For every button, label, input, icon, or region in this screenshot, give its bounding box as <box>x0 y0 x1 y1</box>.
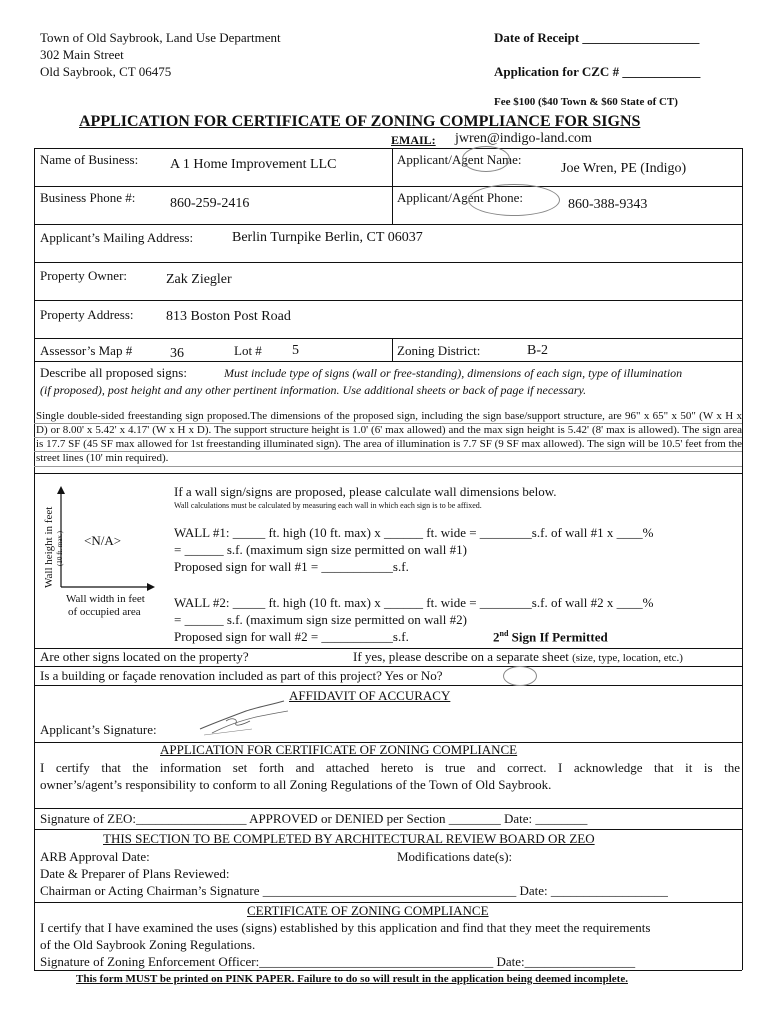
describe-instructions-1: Must include type of signs (wall or free-standing), dimensions of each sign, type of illumination <box>224 366 683 380</box>
arb-title: THIS SECTION TO BE COMPLETED BY ARCHITECTURAL REVIEW BOARD OR ZEO <box>103 831 595 846</box>
email-label: EMAIL: <box>391 133 436 147</box>
no-circle-mark <box>503 666 537 686</box>
certificate-text-1: I certify that I have examined the uses (signs) established by this application and find that they meet the requirements <box>40 920 651 935</box>
chairman-signature-line[interactable]: Chairman or Acting Chairman’s Signature _______________________________________ Date: __________________ <box>40 883 668 898</box>
date-of-receipt: Date of Receipt __________________ <box>494 30 700 45</box>
owner-label: Property Owner: <box>40 268 128 283</box>
applicant-signature-label: Applicant’s Signature: <box>40 722 157 737</box>
sign-description-text[interactable]: Single double-sided freestanding sign proposed.The dimensions of the proposed sign, including the sign base/support structure, are 96" x 65" x 50" (W x H x D) or 8.00' x 5.42' x 4.17' (W x H x D). The support structure height is 1.0' (6' max allowed) and the max sign height is 5.42' (8' max is allowed). The sign area is 17.7 SF (45 SF max allowed for 1st freestanding illuminated sign). The area of illumination is 7.7 SF (9 SF max allowed). The sign will be 10.5' feet from the street lines (10' min required). <box>36 410 742 464</box>
wall-2-line-2: = ______ s.f. (maximum sign size permitted on wall #2) <box>174 612 467 627</box>
lot-label: Lot # <box>234 343 262 358</box>
x-axis-label-1: Wall width in feet <box>66 593 145 605</box>
if-yes-instruction: If yes, please describe on a separate sheet (size, type, location, etc.) <box>353 649 683 664</box>
property-label: Property Address: <box>40 307 134 322</box>
other-signs-question: Are other signs located on the property? <box>40 649 249 664</box>
email-value: jwren@indigo-land.com <box>455 131 592 146</box>
mailing-value[interactable]: Berlin Turnpike Berlin, CT 06037 <box>232 230 423 245</box>
wall-2-line-3: Proposed sign for wall #2 = ___________s.f. <box>174 629 409 644</box>
applicant-signature[interactable] <box>196 695 296 739</box>
czc-certify-line-2: owner’s/agent’s responsibility to conform to all Zoning Regulations of the Town of Old Saybrook. <box>40 777 552 792</box>
agent-name-value[interactable]: Joe Wren, PE (Indigo) <box>561 161 687 176</box>
wall-1-line-3: Proposed sign for wall #1 = ___________s.f. <box>174 559 409 574</box>
modifications-date[interactable]: Modifications date(s): <box>397 849 513 864</box>
agent-phone-circle-mark <box>468 184 560 216</box>
y-axis-sublabel: (10 ft. max.) <box>56 531 64 566</box>
business-phone-label: Business Phone #: <box>40 190 136 205</box>
preparer-line[interactable]: Date & Preparer of Plans Reviewed: <box>40 866 230 881</box>
affidavit-title: AFFIDAVIT OF ACCURACY <box>289 688 451 703</box>
agent-name-label: Applicant/Agent Name: <box>397 152 522 167</box>
czc-certify-line-1: I certify that the information set forth and attached hereto is true and correct. I acknowledge that it is the <box>40 760 740 775</box>
owner-value[interactable]: Zak Ziegler <box>166 272 232 287</box>
map-label: Assessor’s Map # <box>40 343 133 358</box>
agent-phone-label: Applicant/Agent Phone: <box>397 190 524 205</box>
mailing-label: Applicant’s Mailing Address: <box>40 230 194 245</box>
agent-circle-mark <box>462 146 510 172</box>
dept-line-1: Town of Old Saybrook, Land Use Department <box>40 30 281 45</box>
fee-line: Fee $100 ($40 Town & $60 State of CT) <box>494 96 678 108</box>
wall-2-line-1: WALL #2: _____ ft. high (10 ft. max) x ______ ft. wide = ________s.f. of wall #2 x ____% <box>174 595 654 610</box>
pink-paper-notice: This form MUST be printed on PINK PAPER. Failure to do so will result in the application being deemed incomplete. <box>76 973 628 985</box>
wall-1-line-2: = ______ s.f. (maximum sign size permitted on wall #1) <box>174 542 467 557</box>
describe-lead: Describe all proposed signs: <box>40 365 187 380</box>
wall-heading: If a wall sign/signs are proposed, please calculate wall dimensions below. <box>174 484 557 499</box>
business-name-label: Name of Business: <box>40 152 139 167</box>
arb-approval-date[interactable]: ARB Approval Date: <box>40 849 150 864</box>
certificate-title: CERTIFICATE OF ZONING COMPLIANCE <box>247 903 489 918</box>
certificate-text-2: of the Old Saybrook Zoning Regulations. <box>40 937 256 952</box>
y-axis-label: Wall height in feet <box>43 506 55 588</box>
zoning-value[interactable]: B-2 <box>527 343 548 358</box>
dept-line-3: Old Saybrook, CT 06475 <box>40 64 172 79</box>
business-phone-value[interactable]: 860-259-2416 <box>170 196 250 211</box>
property-value[interactable]: 813 Boston Post Road <box>166 309 291 324</box>
agent-phone-value[interactable]: 860-388-9343 <box>568 197 648 212</box>
page-title: APPLICATION FOR CERTIFICATE OF ZONING COMPLIANCE FOR SIGNS <box>79 113 641 130</box>
zeo-approval-line[interactable]: Signature of ZEO:_________________ APPROVED or DENIED per Section ________ Date: ________ <box>40 811 588 826</box>
describe-instructions-2: (if proposed), post height and any other pertinent information. Use additional sheets or back of page if necessary. <box>40 383 587 397</box>
dept-line-2: 302 Main Street <box>40 47 124 62</box>
zoning-label: Zoning District: <box>397 343 481 358</box>
second-sign-note: 2nd Sign If Permitted <box>493 629 608 645</box>
business-name-value[interactable]: A 1 Home Improvement LLC <box>170 157 337 172</box>
wall-1-line-1: WALL #1: _____ ft. high (10 ft. max) x ______ ft. wide = ________s.f. of wall #1 x ____% <box>174 525 654 540</box>
renovation-question: Is a building or façade renovation included as part of this project? Yes or No? <box>40 668 443 683</box>
na-value[interactable]: <N/A> <box>84 533 122 548</box>
lot-value[interactable]: 5 <box>292 343 299 358</box>
x-axis-label-2: of occupied area <box>68 606 141 618</box>
czc-number: Application for CZC # ____________ <box>494 64 701 79</box>
czc-section-title: APPLICATION FOR CERTIFICATE OF ZONING COMPLIANCE <box>160 742 518 757</box>
wall-subheading: Wall calculations must be calculated by measuring each wall in which each sign is to be affixed. <box>174 501 482 510</box>
map-value[interactable]: 36 <box>170 346 184 361</box>
zeo-signature-line[interactable]: Signature of Zoning Enforcement Officer:____________________________________ Date:_________________ <box>40 954 636 969</box>
